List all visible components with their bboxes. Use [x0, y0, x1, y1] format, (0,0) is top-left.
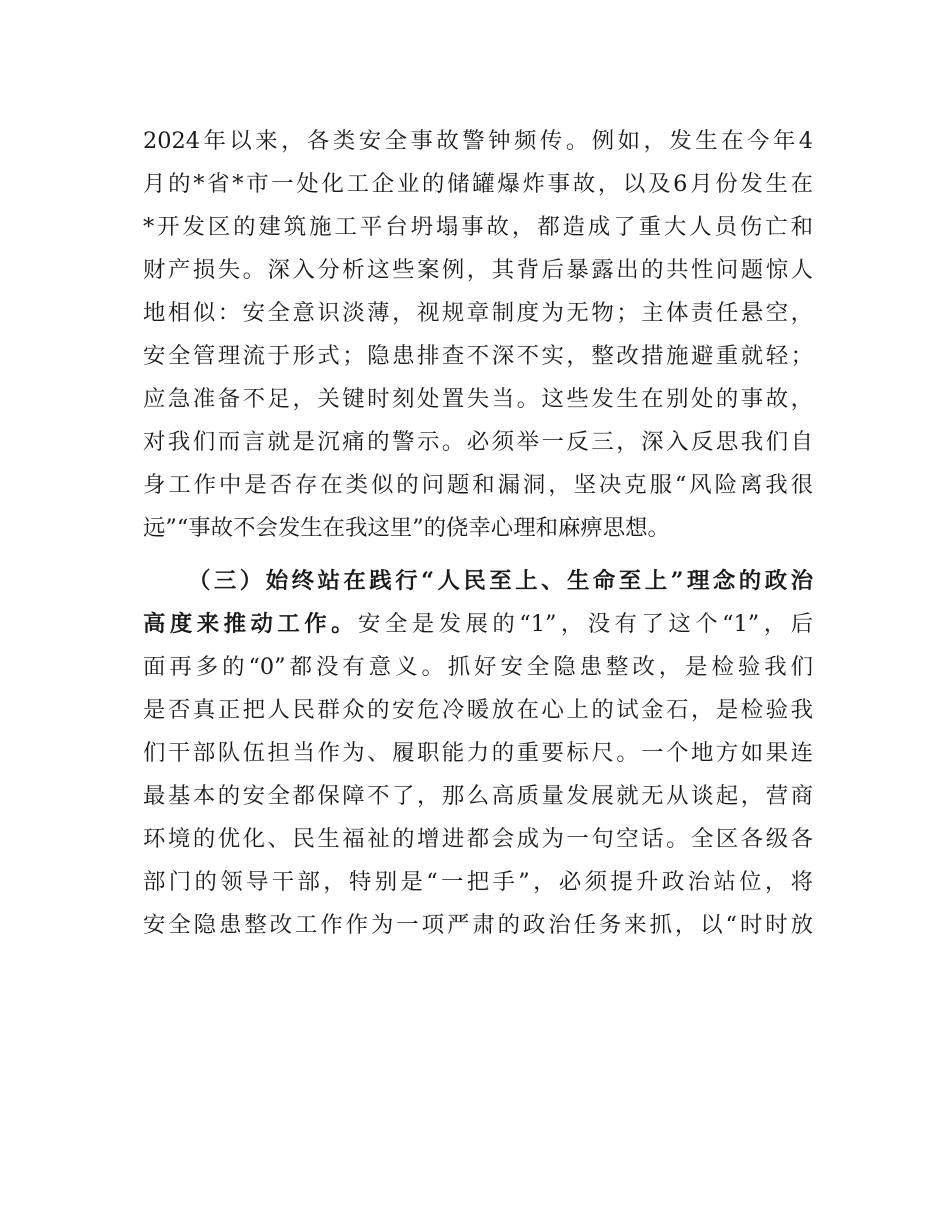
paragraph-line: 是否真正把人民群众的安危冷暖放在心上的试金石，是检验我: [143, 697, 813, 723]
paragraph-line: 面再多的“0”都没有意义。抓好安全隐患整改，是检验我们: [143, 654, 813, 680]
paragraph-line: 部门的领导干部，特别是“一把手”，必须提升政治站位，将: [143, 869, 813, 895]
paragraph-line: *开发区的建筑施工平台坍塌事故，都造成了重大人员伤亡和: [143, 214, 813, 240]
paragraph-line: 最基本的安全都保障不了，那么高质量发展就无从谈起，营商: [143, 783, 813, 809]
paragraph-line: 月的*省*市一处化工企业的储罐爆炸事故，以及6月份发生在: [143, 171, 813, 197]
paragraph-text: 安全是发展的“1”，没有了这个“1”，后: [358, 611, 814, 637]
paragraph-line: 远”“事故不会发生在我这里”的侥幸心理和麻痹思想。: [143, 515, 670, 541]
paragraph-line: 身工作中是否存在类似的问题和漏洞，坚决克服“风险离我很: [143, 472, 813, 498]
paragraph-line: 环境的优化、民生福祉的增进都会成为一句空话。全区各级各: [143, 826, 813, 852]
paragraph-line: 们干部队伍担当作为、履职能力的重要标尺。一个地方如果连: [143, 740, 813, 766]
paragraph-line: 应急准备不足，关键时刻处置失当。这些发生在别处的事故，: [143, 386, 813, 412]
paragraph-line: 地相似：安全意识淡薄，视规章制度为无物；主体责任悬空，: [143, 300, 813, 326]
paragraph-line: 2024年以来，各类安全事故警钟频传。例如，发生在今年4: [143, 128, 813, 154]
paragraph-line: 对我们而言就是沉痛的警示。必须举一反三，深入反思我们自: [143, 429, 813, 455]
paragraph-line: 财产损失。深入分析这些案例，其背后暴露出的共性问题惊人: [143, 257, 813, 283]
paragraph-line: 安全管理流于形式；隐患排查不深不实，整改措施避重就轻；: [143, 343, 813, 369]
paragraph-line: 安全隐患整改工作作为一项严肃的政治任务来抓，以“时时放: [143, 912, 813, 938]
section-heading: （三）始终站在践行“人民至上、生命至上”理念的政治: [188, 568, 813, 594]
section-heading-continuation: 高度来推动工作。: [143, 611, 358, 637]
paragraph-line: [143, 604, 813, 644]
